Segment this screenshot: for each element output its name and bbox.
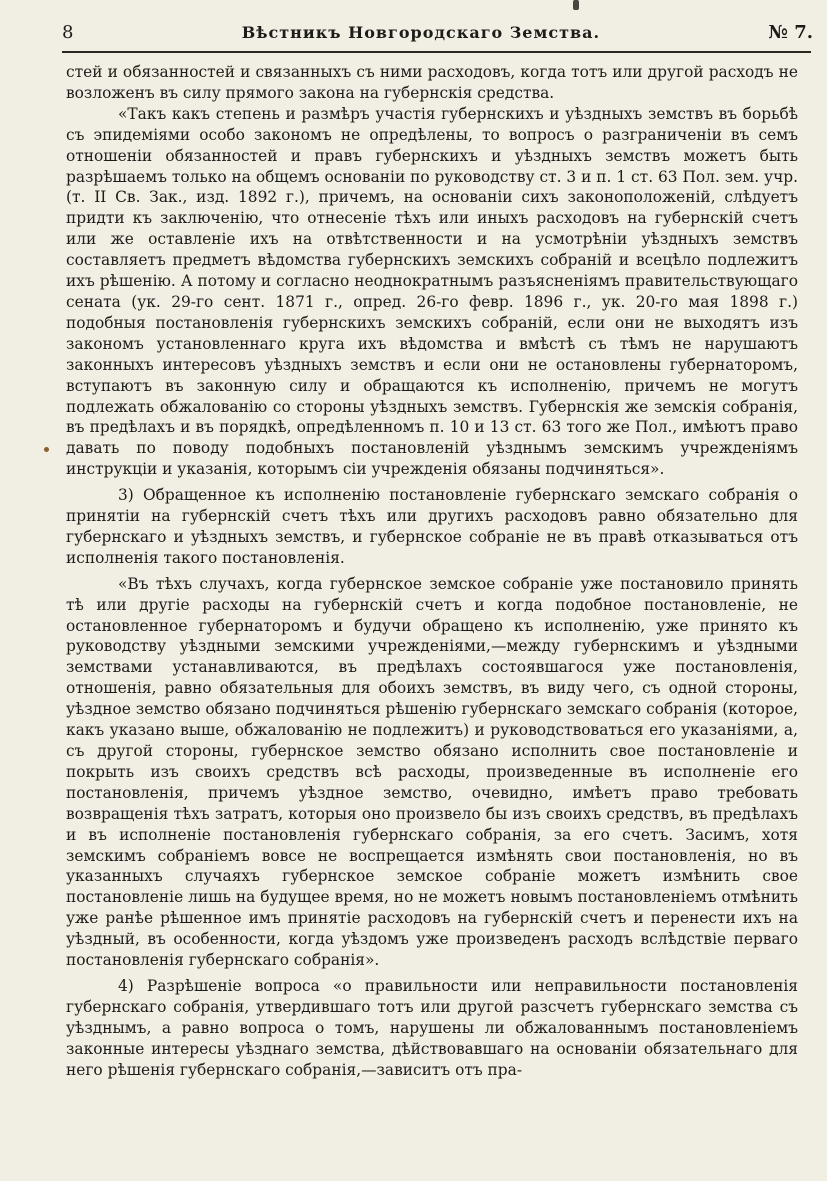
numbered-paragraph-4: 4) Разрѣшеніе вопроса «о правильности или неправильности постановленія губернскаго собранія, утвердившаго тотъ или другой разсчетъ губернскаго земства съ уѣзднымъ, а равно вопроса о томъ, нарушены ли обжалованнымъ постановленіемъ законные интересы уѣзднаго земства, дѣйствовавшаго на основаніи обязательнаго для него рѣшенія губернскаго собранія,—зависитъ отъ пра- [66,976,798,1079]
paragraph-continuation: стей и обязанностей и связанныхъ съ ними расходовъ, когда тотъ или другой расходъ не возложенъ въ силу прямого закона на губернскія средства. [66,63,798,102]
ink-spot [573,0,579,10]
page-number: 8 [62,22,74,43]
quote-paragraph: «Въ тѣхъ случахъ, когда губернское земское собраніе уже постановило принять тѣ или другіе расходы на губернскій счетъ и когда подобное постановленіе, не остановленное губернаторомъ и будучи обращено къ исполненію, уже принято къ руководству уѣздными земскими учрежденіями,—между губернскимъ и уѣздными земствами устанавливаются, въ предѣлахъ состоявшагося уже постановленія, отношенія, равно обязательныя для обоихъ земствъ, въ виду чего, съ одной стороны, уѣздное земство обязано подчиняться рѣшенію губернскаго земскаго собранія (которое, какъ указано выше, обжалованію не подлежитъ) и руководствоваться его указаніями, а, съ другой стороны, губернское земство обязано исполнить свое постановленіе и покрыть изъ своихъ средствъ всѣ расходы, произведенные въ исполненіе его постановленія, причемъ уѣздное земство, очевидно, имѣетъ право требовать возвращенія тѣхъ затратъ, которыя оно произвело бы изъ своихъ средствъ, въ предѣлахъ и въ исполненіе постановленія губернскаго собранія, за его счетъ. Засимъ, хотя земскимъ собраніемъ вовсе не воспрещается измѣнять свои постановленія, но въ указанныхъ случаяхъ губернское земское собраніе можетъ измѣнить свое постановленіе лишь на будущее время, но не можетъ новымъ постановленіемъ отмѣнить уже ранѣе рѣшенное имъ принятіе расходовъ на губернскій счетъ и перенести ихъ на уѣздный, въ особенности, когда уѣздомъ уже произведенъ расходъ вслѣдствіе перваго постановленія губернскаго собранія». [66,574,798,970]
margin-mark [44,447,49,452]
numbered-paragraph-3: 3) Обращенное къ исполненію постановленіе губернскаго земскаго собранія о принятіи на губернскій счетъ тѣхъ или другихъ расходовъ равно обязательно для губернскаго и уѣздныхъ земствъ, и губернское собраніе не въ правѣ отказываться отъ исполненія такого постановленія. [66,486,798,567]
running-title: Вѣстникъ Новгородскаго Земства. [241,23,601,42]
issue-number: № 7. [768,22,813,43]
header-rule [62,51,811,53]
quote-paragraph: «Такъ какъ степень и размѣръ участія губернскихъ и уѣздныхъ земствъ въ борьбѣ съ эпидеміями особо закономъ не опредѣлены, то вопросъ о разграниченіи въ семъ отношеніи обязанностей и правъ губернскихъ и уѣздныхъ земствъ можетъ быть разрѣшаемъ только на общемъ основаніи по руководству ст. 3 и п. 1 ст. 63 Пол. зем. учр. (т. II Св. Зак., изд. 1892 г.), причемъ, на основаніи сихъ законоположеній, слѣдуетъ придти къ заключенію, что отнесеніе тѣхъ или иныхъ расходовъ на губернскій счетъ или же оставленіе ихъ на отвѣтственности и на усмотрѣніи уѣздныхъ земствъ составляетъ предметъ вѣдомства губернскихъ земскихъ собраній и всецѣло подлежитъ ихъ рѣшенію. А потому и согласно неоднократнымъ разъясненіямъ правительствующаго сената (ук. 29-го сент. 1871 г., опред. 26-го февр. 1896 г., ук. 20-го мая 1898 г.) подобныя постановленія губернскихъ земскихъ собраній, если они не выходятъ изъ закономъ установленнаго круга ихъ вѣдомства и вмѣстѣ съ тѣмъ не нарушаютъ законныхъ интересовъ уѣздныхъ земствъ и если они не остановлены губернаторомъ, вступаютъ въ законную силу и обращаются къ исполненію, причемъ не могутъ подлежать обжалованію со стороны уѣздныхъ земствъ. Губернскія же земскія собранія, въ предѣлахъ и въ порядкѣ, опредѣленномъ п. 10 и 13 ст. 63 того же Пол., имѣютъ право давать по поводу подобныхъ постановленій уѣзднымъ земскимъ учрежденіямъ инструкціи и указанія, которымъ сіи учрежденія обязаны подчиняться». [66,104,798,479]
body-text [66,62,798,1081]
page-header [62,22,813,48]
